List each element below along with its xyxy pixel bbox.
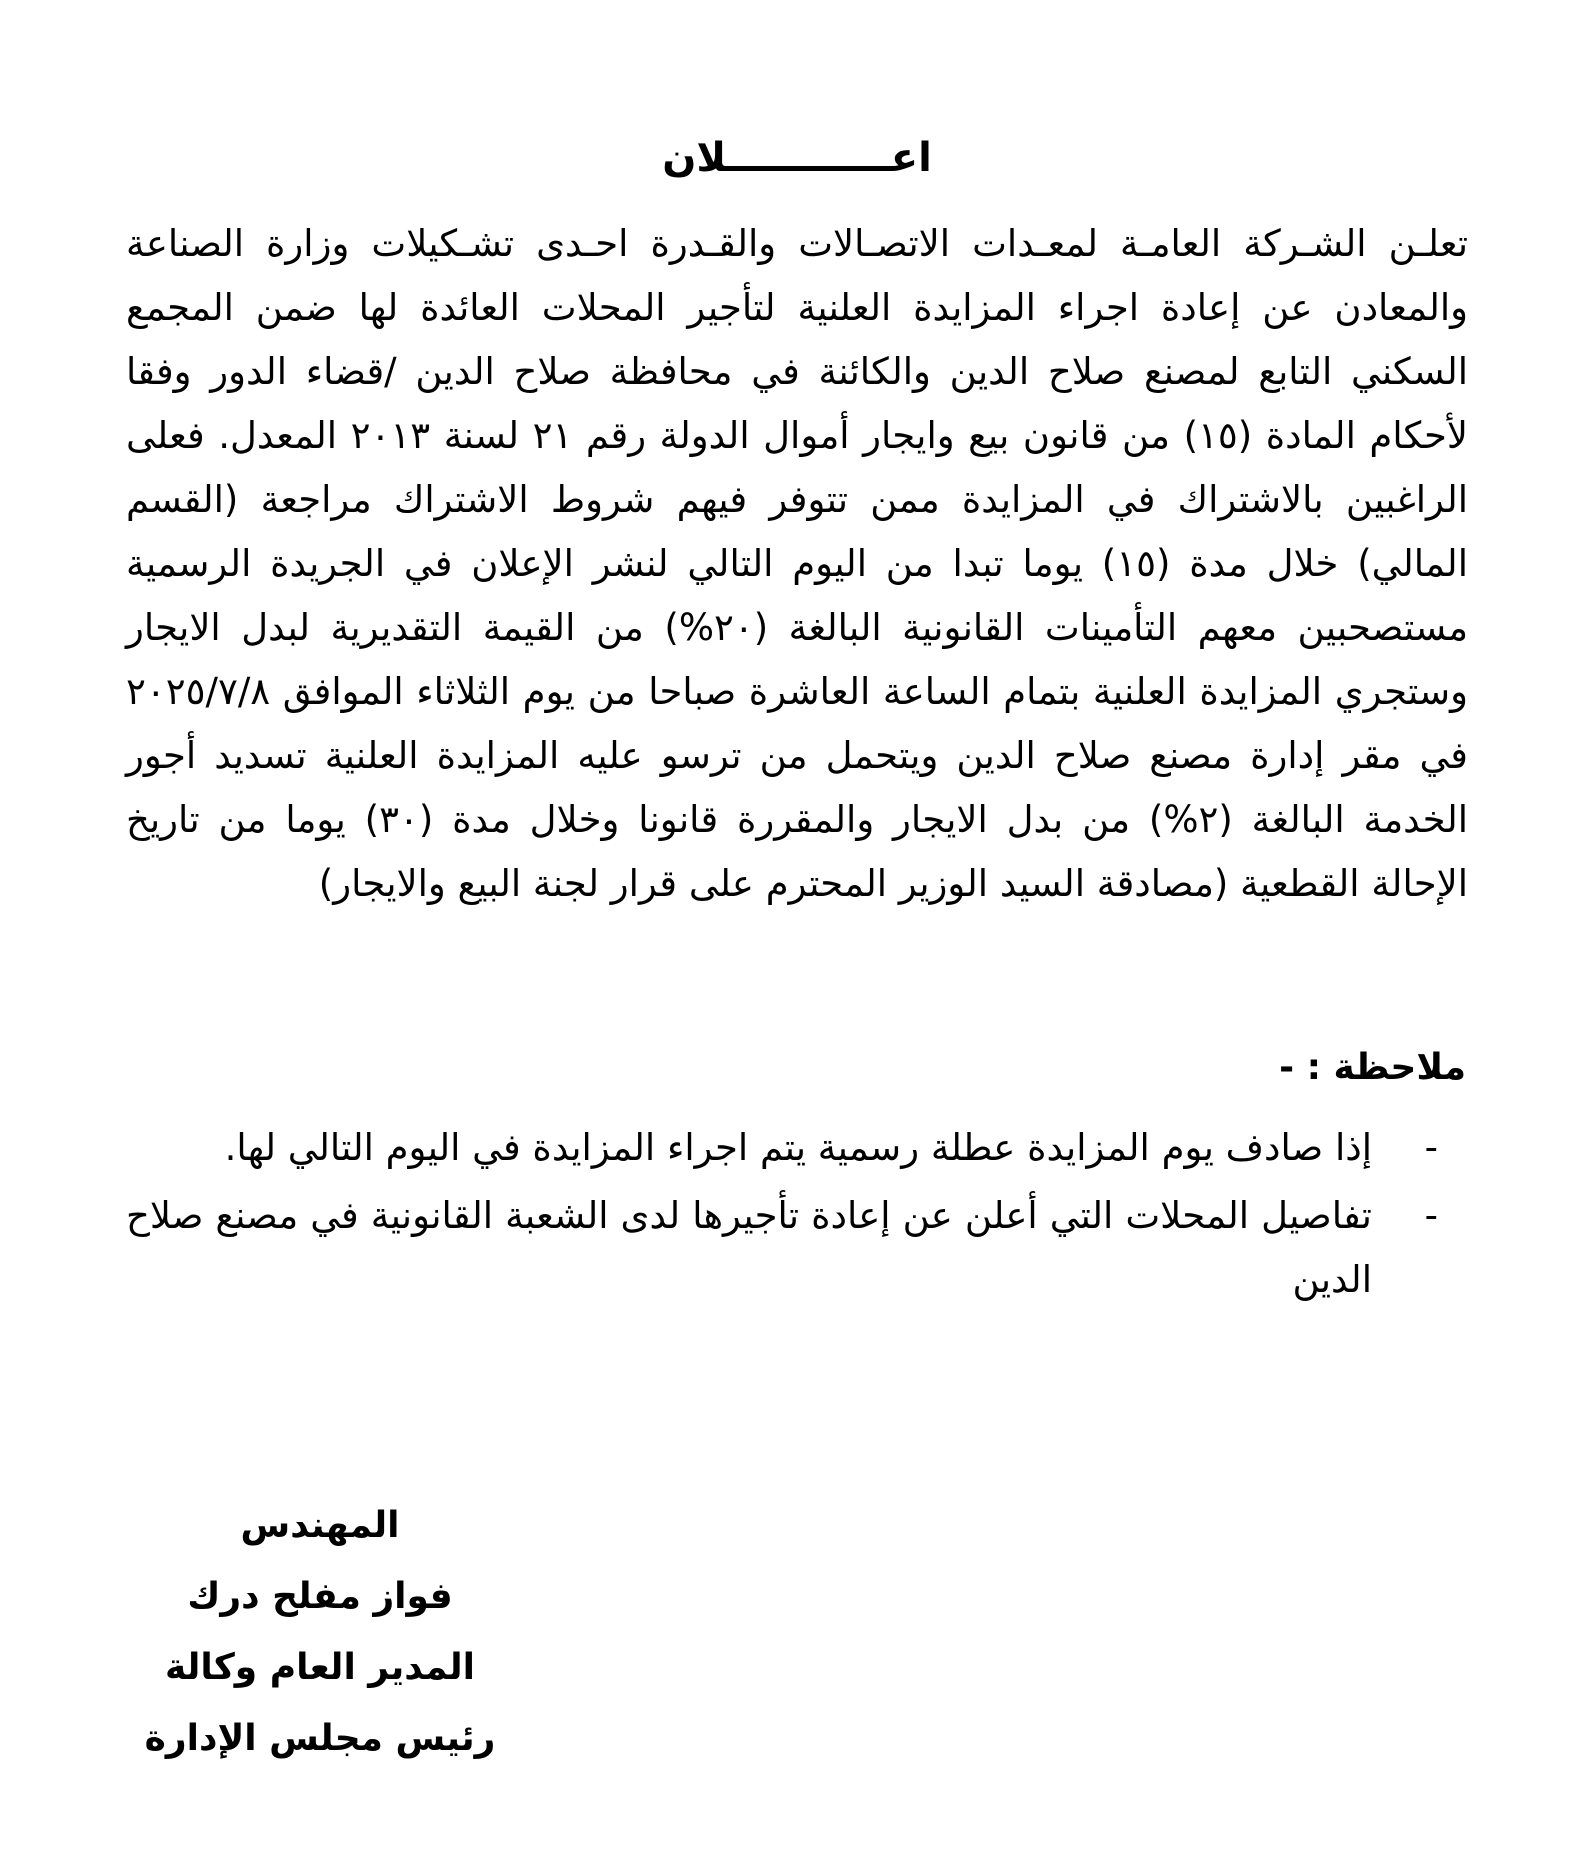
announcement-title: اعــــــــــــلان	[662, 135, 932, 181]
note-dash: -	[1424, 1194, 1438, 1237]
signature-block	[130, 1490, 510, 1774]
note-dash: -	[1424, 1126, 1438, 1169]
note-item	[126, 1116, 1468, 1180]
announcement-body: تعلـن الشـركة العامـة لمعـدات الاتصـالات والقـدرة احـدى تشـكيلات وزارة الصناعة والمعادن عن إعادة اجراء المزايدة العلنية لتأجير المحلات العائدة لها ضمن المجمع السكني التابع لمصنع صلاح الدين والكائنة في محافظة صلاح الدين /قضاء الدور وفقا لأحكام المادة (١٥) من قانون بيع وايجار أموال الدولة رقم ٢١ لسنة ٢٠١٣ المعدل. فعلى الراغبين بالاشتراك في المزايدة ممن تتوفر فيهم شروط الاشتراك مراجعة (القسم المالي) خلال مدة (١٥) يوما تبدا من اليوم التالي لنشر الإعلان في الجريدة الرسمية مستصحبين معهم التأمينات القانونية البالغة (٢٠%) من القيمة التقديرية لبدل الايجار وستجري المزايدة العلنية بتمام الساعة العاشرة صباحا من يوم الثلاثاء الموافق ٢٠٢٥/٧/٨ في مقر إدارة مصنع صلاح الدين ويتحمل من ترسو عليه المزايدة العلنية تسديد أجور الخدمة البالغة (٢%) من بدل الايجار والمقررة قانونا وخلال مدة (٣٠) يوما من تاريخ الإحالة القطعية (مصادقة السيد الوزير المحترم على قرار لجنة البيع والايجار)	[126, 222, 1469, 905]
note-item	[126, 1184, 1468, 1312]
notes-list	[126, 1116, 1468, 1316]
signature-title: المهندس	[240, 1505, 400, 1546]
note-text: تفاصيل المحلات التي أعلن عن إعادة تأجيرها لدى الشعبة القانونية في مصنع صلاح الدين	[126, 1194, 1372, 1301]
note-text: إذا صادف يوم المزايدة عطلة رسمية يتم اجراء المزايدة في اليوم التالي لها.	[224, 1126, 1372, 1169]
signatory-name: فواز مفلح درك	[187, 1576, 453, 1617]
signatory-position: المدير العام وكالة	[164, 1647, 476, 1688]
note-heading: ملاحظة : -	[1279, 1047, 1466, 1088]
signatory-board-role: رئيس مجلس الإدارة	[144, 1718, 496, 1759]
